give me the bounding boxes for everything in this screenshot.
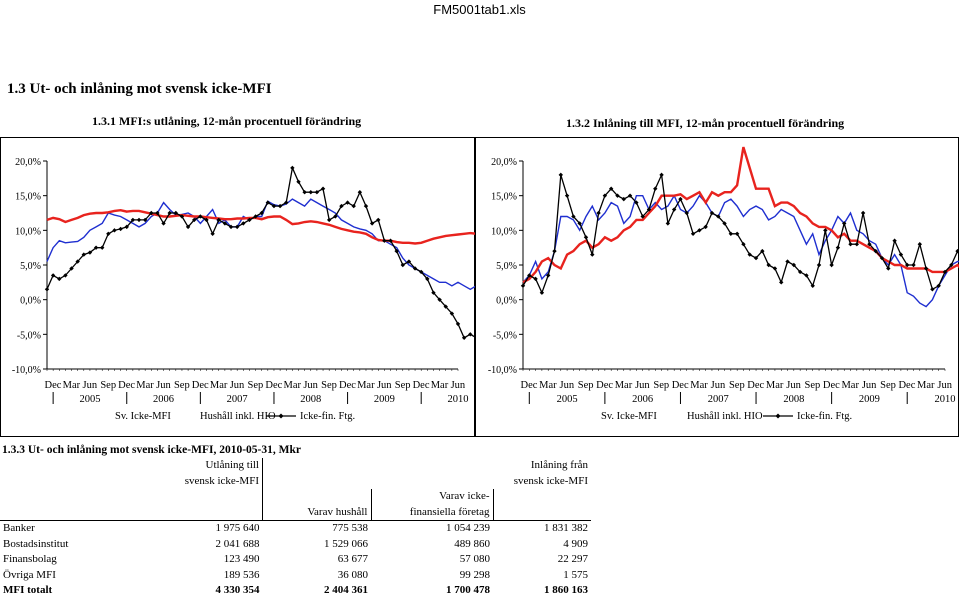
x-month-label: Jun <box>450 380 466 391</box>
x-month-label: Dec <box>338 380 356 391</box>
y-tick-label: 5,0% <box>496 261 517 272</box>
x-year-label: 2008 <box>300 394 322 405</box>
series-point <box>540 291 544 295</box>
x-month-label: Sep <box>804 380 821 391</box>
series-point <box>817 263 821 267</box>
y-tick-label: 0,0% <box>20 295 41 307</box>
y-tick-label: 5,0% <box>20 261 41 272</box>
series-point <box>364 204 368 208</box>
x-year-label: 2007 <box>226 394 248 405</box>
cell-inl: 1 831 382 <box>544 522 588 534</box>
table-row <box>0 583 591 599</box>
x-month-label: Mar <box>136 380 154 391</box>
x-year-label: 2007 <box>707 394 729 405</box>
x-month-label: Dec <box>265 380 283 391</box>
series-line-0 <box>523 196 959 307</box>
legend-label: Hushåll inkl. HIO <box>200 411 276 422</box>
x-month-label: Jun <box>861 380 877 391</box>
x-month-label: Dec <box>822 380 840 391</box>
legend-label: Icke-fin. Ftg. <box>797 411 853 422</box>
x-month-label: Dec <box>118 380 136 391</box>
y-tick-label: 10,0% <box>491 226 517 238</box>
x-month-label: Mar <box>539 380 557 391</box>
section-title: 1.3 Ut- och inlåning mot svensk icke-MFI <box>7 81 272 97</box>
legend-label: Sv. Icke-MFI <box>601 411 657 422</box>
cell-inl: 1 860 163 <box>544 584 588 596</box>
x-month-label: Jun <box>559 380 575 391</box>
cell-utl: 1 975 640 <box>215 522 260 534</box>
x-month-label: Dec <box>191 380 209 391</box>
x-month-label: Dec <box>898 380 916 391</box>
x-month-label: Dec <box>596 380 614 391</box>
series-point <box>829 263 833 267</box>
series-point <box>779 280 783 284</box>
x-month-label: Sep <box>653 380 670 391</box>
series-point <box>358 190 362 194</box>
x-month-label: Jun <box>786 380 801 391</box>
series-point <box>596 211 600 215</box>
x-year-label: 2006 <box>153 394 175 405</box>
x-year-label: 2005 <box>79 394 101 405</box>
x-month-label: Sep <box>728 380 745 391</box>
x-month-label: Jun <box>82 380 98 391</box>
header-row-1 <box>0 458 591 474</box>
cell-label: Finansbolag <box>3 553 57 565</box>
x-month-label: Mar <box>283 380 301 391</box>
x-month-label: Mar <box>209 380 228 391</box>
cell-utl: 189 536 <box>223 568 260 581</box>
x-month-label: Jun <box>937 380 952 391</box>
x-month-label: Sep <box>173 380 190 391</box>
header-varav-icke: Varav icke- <box>371 489 493 505</box>
chart-1-title: 1.3.1 MFI:s utlåning, 12-mån procentuell förändring <box>92 114 362 128</box>
y-tick-label: -10,0% <box>487 365 517 376</box>
header-inlaning-2: svensk icke-MFI <box>513 474 588 487</box>
x-month-label: Mar <box>917 380 935 391</box>
series-point <box>584 235 588 239</box>
series-point <box>848 242 852 246</box>
x-month-label: Sep <box>880 380 896 391</box>
series-point <box>565 193 569 197</box>
header-utlaning: Utlåning till <box>205 459 259 471</box>
data-table <box>0 458 591 599</box>
legend-marker <box>279 414 284 419</box>
x-month-label: Mar <box>841 380 859 391</box>
legend-label: Hushåll inkl. HIO <box>687 411 763 422</box>
inlaning-chart <box>475 137 959 437</box>
series-point <box>659 173 663 177</box>
cell-icke: 99 298 <box>459 568 490 581</box>
table-row <box>0 552 591 568</box>
x-month-label: Jun <box>710 380 726 391</box>
header-row-2 <box>0 474 591 490</box>
header-row-4 <box>0 505 591 521</box>
table-row <box>0 568 591 584</box>
y-tick-label: 15,0% <box>491 191 517 203</box>
header-utlaning-2: svensk icke-MFI <box>184 474 259 487</box>
x-month-label: Sep <box>100 380 117 391</box>
cell-hush: 63 677 <box>337 553 368 565</box>
y-tick-label: 10,0% <box>15 226 41 238</box>
x-month-label: Mar <box>430 380 449 391</box>
series-point <box>590 252 594 256</box>
y-tick-label: 20,0% <box>15 157 41 168</box>
x-month-label: Sep <box>321 380 337 391</box>
series-point <box>666 221 670 225</box>
x-month-label: Mar <box>357 380 375 391</box>
y-tick-label: 20,0% <box>491 157 517 168</box>
series-point <box>118 227 122 231</box>
x-month-label: Sep <box>577 380 594 391</box>
cell-label: Banker <box>3 522 35 534</box>
series-line-2 <box>47 168 475 338</box>
y-tick-label: -5,0% <box>492 330 517 342</box>
series-line-2 <box>523 175 959 293</box>
legend-marker <box>776 414 781 419</box>
series-point <box>911 263 915 267</box>
cell-hush: 1 529 066 <box>324 537 368 550</box>
table-row <box>0 521 591 537</box>
header-varav-icke-2: finansiella företag <box>371 505 493 521</box>
x-month-label: Jun <box>156 380 171 391</box>
series-point <box>290 166 294 170</box>
cell-inl: 22 297 <box>557 553 588 565</box>
header-varav-hushall: Varav hushåll <box>263 505 372 521</box>
series-point <box>137 218 141 222</box>
x-month-label: Mar <box>614 380 633 391</box>
x-month-label: Jun <box>303 380 318 391</box>
series-point <box>892 239 896 243</box>
x-month-label: Jun <box>635 380 650 391</box>
cell-hush: 2 404 361 <box>324 584 368 596</box>
y-tick-label: 15,0% <box>15 191 41 203</box>
x-month-label: Mar <box>690 380 708 391</box>
x-month-label: Mar <box>765 380 784 391</box>
x-month-label: Dec <box>520 380 538 391</box>
series-point <box>918 242 922 246</box>
series-point <box>552 249 556 253</box>
series-point <box>309 190 313 194</box>
x-year-label: 2010 <box>447 394 469 405</box>
series-point <box>559 173 563 177</box>
x-year-label: 2005 <box>556 394 578 405</box>
cell-hush: 36 080 <box>337 568 368 581</box>
x-year-label: 2010 <box>934 394 956 405</box>
x-month-label: Jun <box>229 380 245 391</box>
file-name: FM5001tab1.xls <box>433 2 526 17</box>
x-month-label: Dec <box>747 380 765 391</box>
series-point <box>210 232 214 236</box>
y-tick-label: 0,0% <box>496 295 517 307</box>
x-month-label: Dec <box>44 380 62 391</box>
utlaning-chart <box>0 137 475 437</box>
cell-label: Bostadsinstitut <box>3 537 69 550</box>
series-line-1 <box>523 147 959 282</box>
series-point <box>45 287 49 291</box>
x-month-label: Mar <box>62 380 81 391</box>
x-month-label: Sep <box>394 380 411 391</box>
x-year-label: 2006 <box>632 394 654 405</box>
cell-utl: 123 490 <box>223 553 260 565</box>
legend-label: Icke-fin. Ftg. <box>300 411 356 422</box>
cell-icke: 1 700 478 <box>446 584 490 596</box>
series-point <box>100 245 104 249</box>
cell-utl: 2 041 688 <box>215 537 260 550</box>
header-row-3 <box>0 489 591 505</box>
cell-icke: 1 054 239 <box>446 522 490 534</box>
table-title: 1.3.3 Ut- och inlåning mot svensk icke-MFI, 2010-05-31, Mkr <box>2 444 301 456</box>
series-line-1 <box>47 210 475 243</box>
cell-icke: 489 860 <box>454 537 490 550</box>
cell-inl: 4 909 <box>563 537 588 550</box>
x-year-label: 2009 <box>373 394 395 405</box>
y-tick-label: -5,0% <box>16 330 41 342</box>
x-month-label: Sep <box>247 380 264 391</box>
cell-label: MFI totalt <box>3 584 53 596</box>
cell-utl: 4 330 354 <box>215 584 260 596</box>
cell-label: Övriga MFI <box>3 568 56 581</box>
cell-inl: 1 575 <box>563 568 588 581</box>
series-point <box>861 211 865 215</box>
series-point <box>836 245 840 249</box>
series-point <box>653 187 657 191</box>
header-inlaning: Inlåning från <box>530 459 588 471</box>
chart-2-title: 1.3.2 Inlåning till MFI, 12-mån procentuell förändring <box>566 116 845 130</box>
table-row <box>0 537 591 553</box>
y-tick-label: -10,0% <box>11 365 41 376</box>
x-month-label: Dec <box>412 380 430 391</box>
x-month-label: Jun <box>376 380 392 391</box>
legend-label: Sv. Icke-MFI <box>115 411 171 422</box>
x-month-label: Dec <box>671 380 689 391</box>
x-year-label: 2009 <box>858 394 880 405</box>
chart-frame <box>476 138 959 437</box>
x-year-label: 2008 <box>783 394 805 405</box>
cell-icke: 57 080 <box>459 553 490 565</box>
cell-hush: 775 538 <box>332 522 368 534</box>
chart-frame <box>1 138 475 437</box>
